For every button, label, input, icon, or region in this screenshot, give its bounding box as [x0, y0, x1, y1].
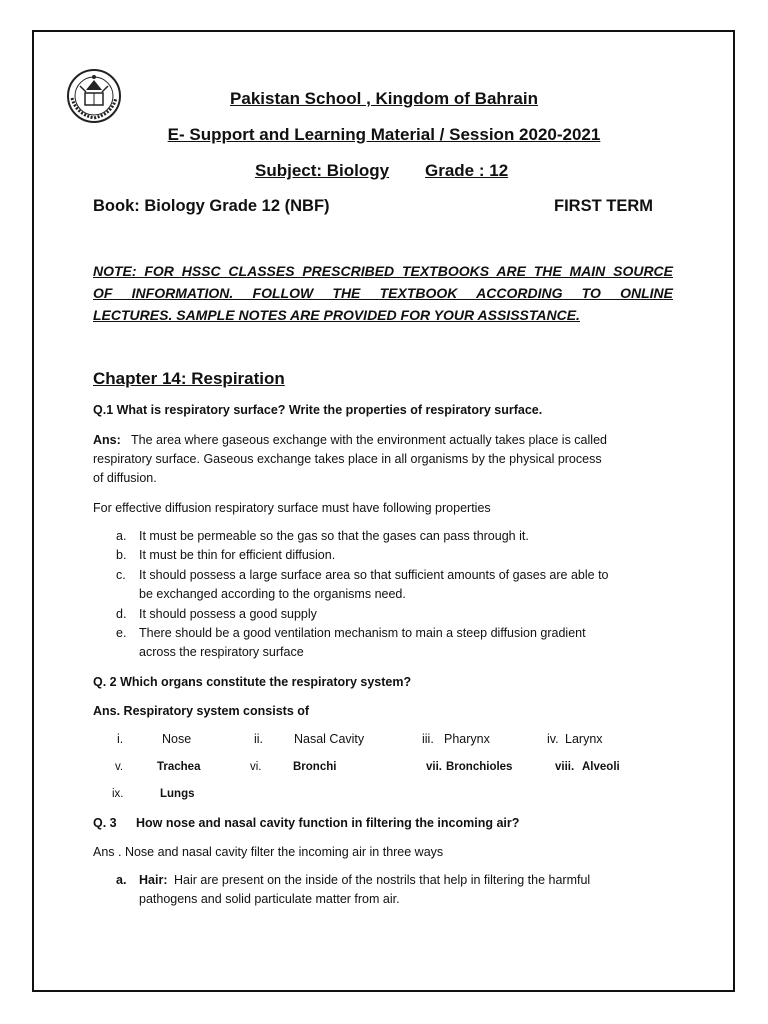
- list-item: There should be a good ventilation mechanism to main a steep diffusion gradient: [139, 626, 586, 640]
- list-item: It must be permeable so the gas so that the gases can pass through it.: [139, 529, 529, 543]
- organ-number: vi.: [250, 761, 262, 773]
- note-line-1: NOTE: FOR HSSC CLASSES PRESCRIBED TEXTBOOKS ARE THE MAIN SOURCE: [93, 263, 673, 279]
- list-item-mark: b.: [116, 548, 127, 562]
- list-item-mark: e.: [116, 626, 127, 640]
- grade-label: Grade : 12: [425, 161, 509, 180]
- subject-label: Subject: Biology: [255, 161, 390, 180]
- list-item-mark: a.: [116, 873, 127, 887]
- organ-name: Bronchioles: [446, 761, 513, 773]
- note-line-2: OF INFORMATION. FOLLOW THE TEXTBOOK ACCORDING TO ONLINE: [93, 285, 673, 301]
- organ-name: Nasal Cavity: [294, 732, 365, 746]
- book-label: Book: Biology Grade 12 (NBF): [93, 197, 330, 215]
- organ-number: vii.: [426, 761, 442, 773]
- q1-answer-line-1: The area where gaseous exchange with the environment actually takes place is called: [131, 433, 607, 447]
- q1-answer-line-2: respiratory surface. Gaseous exchange takes place in all organisms by the physical process: [93, 452, 602, 466]
- organ-name: Bronchi: [293, 761, 337, 773]
- organ-name: Pharynx: [444, 732, 490, 746]
- hair-text-line-2: pathogens and solid particulate matter from air.: [139, 892, 400, 906]
- organ-name: Alveoli: [582, 761, 620, 773]
- list-item-mark: a.: [116, 529, 127, 543]
- list-item: It should possess a good supply: [139, 607, 317, 621]
- organ-number: viii.: [555, 761, 575, 773]
- q1-intro: For effective diffusion respiratory surface must have following properties: [93, 501, 491, 515]
- organ-name: Trachea: [157, 761, 201, 773]
- q3-question: How nose and nasal cavity function in filtering the incoming air?: [136, 816, 520, 830]
- hair-label: Hair:: [139, 873, 168, 887]
- term-label: FIRST TERM: [554, 197, 653, 215]
- chapter-heading: Chapter 14: Respiration: [93, 369, 285, 388]
- q3-number: Q. 3: [93, 816, 117, 830]
- organ-number: i.: [117, 732, 124, 746]
- list-item-continuation: across the respiratory surface: [139, 645, 304, 659]
- organ-number: ii.: [254, 732, 264, 746]
- organ-name: Nose: [162, 732, 192, 746]
- school-title: Pakistan School , Kingdom of Bahrain: [230, 89, 538, 108]
- list-item-mark: d.: [116, 607, 127, 621]
- list-item: It must be thin for efficient diffusion.: [139, 548, 336, 562]
- q1-question: Q.1 What is respiratory surface? Write the properties of respiratory surface.: [93, 403, 543, 417]
- note-line-3: LECTURES. SAMPLE NOTES ARE PROVIDED FOR YOUR ASSISSTANCE.: [93, 307, 580, 323]
- list-item-continuation: be exchanged according to the organisms need.: [139, 587, 406, 601]
- organ-number: ix.: [112, 788, 124, 800]
- session-title: E- Support and Learning Material / Session 2020-2021: [167, 125, 601, 144]
- q1-ans-label: Ans:: [93, 433, 121, 447]
- organ-name: Larynx: [565, 732, 603, 746]
- q2-question: Q. 2 Which organs constitute the respiratory system?: [93, 675, 412, 689]
- organ-number: iv.: [547, 732, 559, 746]
- q2-answer: Ans. Respiratory system consists of: [93, 704, 310, 718]
- organ-name: Lungs: [160, 788, 195, 800]
- hair-text-line-1: Hair are present on the inside of the nostrils that help in filtering the harmful: [174, 873, 591, 887]
- list-item-mark: c.: [116, 568, 126, 582]
- q3-answer: Ans . Nose and nasal cavity filter the incoming air in three ways: [93, 845, 444, 859]
- organ-number: v.: [115, 761, 124, 773]
- organ-number: iii.: [422, 732, 434, 746]
- list-item: It should possess a large surface area so that sufficient amounts of gases are able to: [139, 568, 609, 582]
- q1-answer-line-3: of diffusion.: [93, 471, 157, 485]
